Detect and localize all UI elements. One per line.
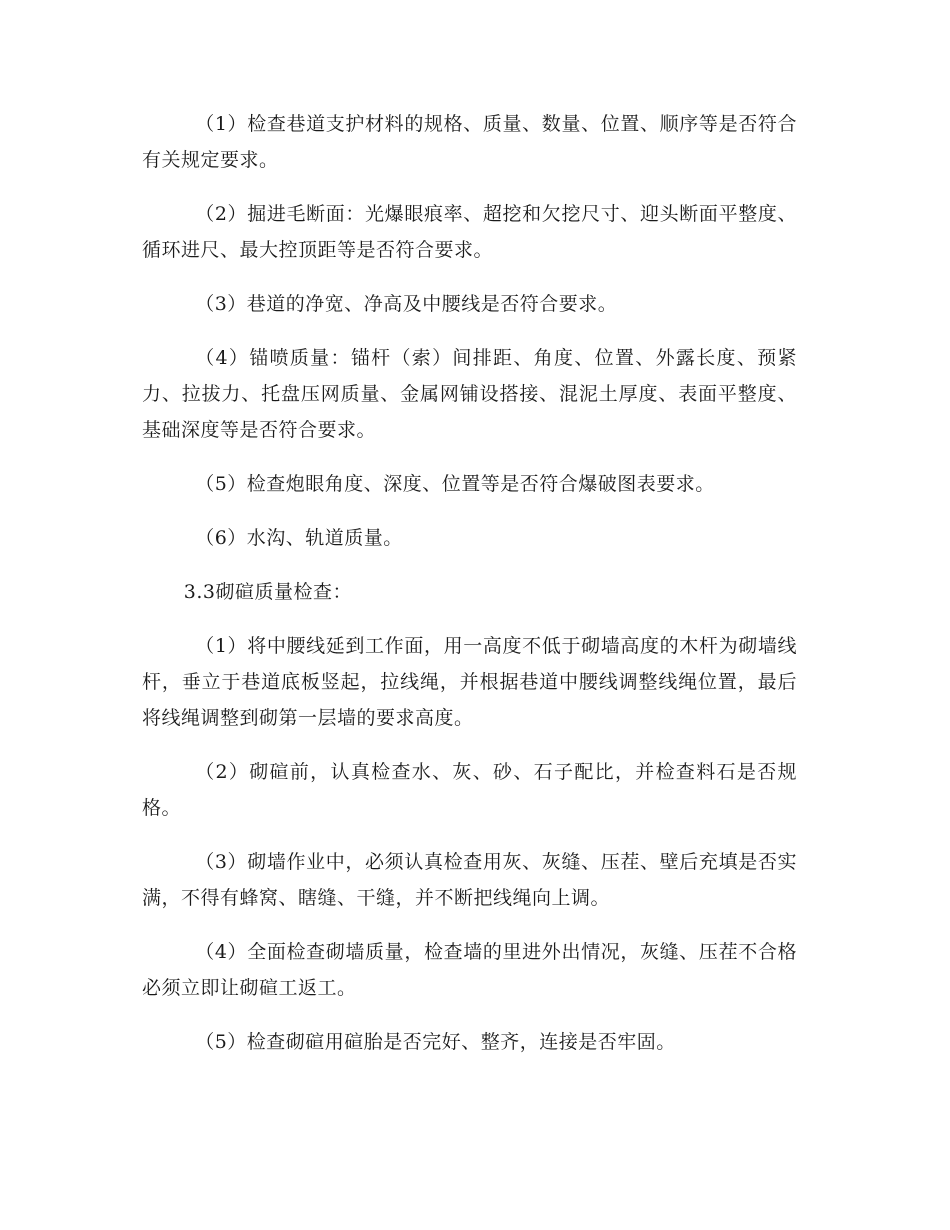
paragraph-10: （4）全面检查砌墙质量，检查墙的里进外出情况，灰缝、压茬不合格必须立即让砌碹工返工。 <box>142 941 797 999</box>
paragraph-9: （3）砌墙作业中，必须认真检查用灰、灰缝、压茬、壁后充填是否实满，不得有蜂窝、瞎缝、干缝，并不断把线绳向上调。 <box>142 851 797 909</box>
paragraph-2: （2）掘进毛断面：光爆眼痕率、超挖和欠挖尺寸、迎头断面平整度、循环进尺、最大控顶距等是否符合要求。 <box>142 203 797 261</box>
paragraph-4: （4）锚喷质量：锚杆（索）间排距、角度、位置、外露长度、预紧力、拉拔力、托盘压网质量、金属网铺设搭接、混泥土厚度、表面平整度、基础深度等是否符合要求。 <box>142 347 797 441</box>
paragraph-11: （5）检查砌碹用碹胎是否完好、整齐，连接是否牢固。 <box>195 1031 676 1053</box>
document-body <box>142 106 797 1060</box>
paragraph-8: （2）砌碹前，认真检查水、灰、砂、石子配比，并检查料石是否规格。 <box>142 761 797 819</box>
paragraph-5: （5）检查炮眼角度、深度、位置等是否符合爆破图表要求。 <box>195 473 715 495</box>
section-heading: 3.3砌碹质量检查： <box>183 581 353 603</box>
paragraph-1: （1）检查巷道支护材料的规格、质量、数量、位置、顺序等是否符合有关规定要求。 <box>142 113 797 171</box>
paragraph-6: （6）水沟、轨道质量。 <box>195 527 403 549</box>
paragraph-7: （1）将中腰线延到工作面，用一高度不低于砌墙高度的木杆为砌墙线杆，垂立于巷道底板竖起，拉线绳，并根据巷道中腰线调整线绳位置，最后将线绳调整到砌第一层墙的要求高度。 <box>142 635 797 729</box>
paragraph-3: （3）巷道的净宽、净高及中腰线是否符合要求。 <box>195 293 618 315</box>
